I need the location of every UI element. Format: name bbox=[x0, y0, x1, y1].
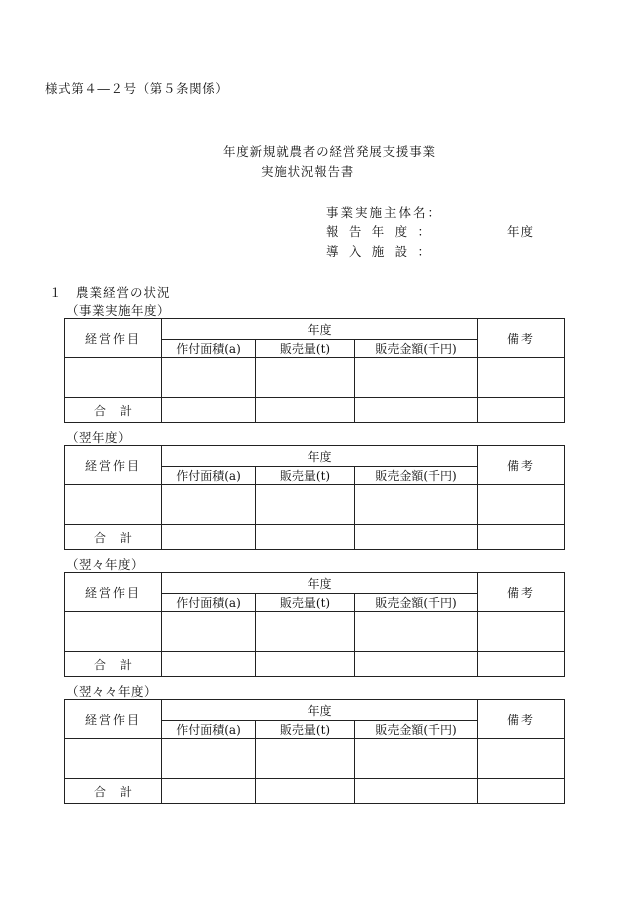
facility-char: 施 bbox=[371, 244, 385, 259]
total-amount-cell[interactable] bbox=[355, 779, 478, 804]
document-subtitle: 実施状況報告書 bbox=[261, 164, 355, 179]
header-year: 年度 bbox=[162, 446, 478, 467]
document-title: 年度新規就農者の経営発展支援事業 bbox=[223, 144, 436, 159]
total-area-cell[interactable] bbox=[162, 398, 256, 423]
total-volume-cell[interactable] bbox=[256, 398, 355, 423]
amount-cell[interactable] bbox=[355, 358, 478, 398]
total-label: 合計 bbox=[65, 779, 162, 804]
area-cell[interactable] bbox=[162, 739, 256, 779]
volume-cell[interactable] bbox=[256, 612, 355, 652]
volume-cell[interactable] bbox=[256, 739, 355, 779]
total-volume-cell[interactable] bbox=[256, 779, 355, 804]
management-table bbox=[64, 572, 565, 677]
header-year: 年度 bbox=[162, 319, 478, 340]
amount-cell[interactable] bbox=[355, 612, 478, 652]
total-remarks-cell[interactable] bbox=[478, 398, 565, 423]
facility-label bbox=[326, 242, 430, 260]
report-year-char: 報 bbox=[326, 224, 339, 239]
header-area: 作付面積(a) bbox=[162, 340, 256, 358]
remarks-cell[interactable] bbox=[478, 739, 565, 779]
header-year: 年度 bbox=[162, 573, 478, 594]
period-label: （翌年度） bbox=[66, 430, 132, 445]
facility-char: 導 bbox=[326, 244, 339, 259]
total-label: 合計 bbox=[65, 525, 162, 550]
total-volume-cell[interactable] bbox=[256, 525, 355, 550]
total-volume-cell[interactable] bbox=[256, 652, 355, 677]
total-amount-cell[interactable] bbox=[355, 398, 478, 423]
header-crop: 経営作目 bbox=[65, 319, 162, 358]
header-amount: 販売金額(千円) bbox=[355, 467, 478, 485]
area-cell[interactable] bbox=[162, 358, 256, 398]
header-crop: 経営作目 bbox=[65, 446, 162, 485]
header-amount: 販売金額(千円) bbox=[355, 340, 478, 358]
report-year-label bbox=[326, 222, 430, 240]
header-area: 作付面積(a) bbox=[162, 594, 256, 612]
facility-char: ： bbox=[417, 244, 430, 259]
crop-cell[interactable] bbox=[65, 612, 162, 652]
header-area: 作付面積(a) bbox=[162, 467, 256, 485]
header-volume: 販売量(t) bbox=[256, 340, 355, 358]
facility-char: 入 bbox=[348, 244, 362, 259]
report-year-value: 年度 bbox=[507, 224, 535, 239]
remarks-cell[interactable] bbox=[478, 612, 565, 652]
header-crop: 経営作目 bbox=[65, 700, 162, 739]
total-area-cell[interactable] bbox=[162, 652, 256, 677]
header-remarks: 備考 bbox=[478, 446, 565, 485]
management-table bbox=[64, 445, 565, 550]
header-remarks: 備考 bbox=[478, 573, 565, 612]
period-label: （事業実施年度） bbox=[66, 303, 171, 318]
header-volume: 販売量(t) bbox=[256, 467, 355, 485]
total-label: 合計 bbox=[65, 398, 162, 423]
period-label: （翌々年度） bbox=[66, 557, 145, 572]
area-cell[interactable] bbox=[162, 485, 256, 525]
amount-cell[interactable] bbox=[355, 739, 478, 779]
area-cell[interactable] bbox=[162, 612, 256, 652]
crop-cell[interactable] bbox=[65, 485, 162, 525]
entity-label: 事業実施主体名： bbox=[326, 205, 443, 220]
header-crop: 経営作目 bbox=[65, 573, 162, 612]
total-amount-cell[interactable] bbox=[355, 652, 478, 677]
header-amount: 販売金額(千円) bbox=[355, 594, 478, 612]
report-year-char: 年 bbox=[371, 224, 385, 239]
header-area: 作付面積(a) bbox=[162, 721, 256, 739]
report-year-char: ： bbox=[417, 224, 430, 239]
total-label: 合計 bbox=[65, 652, 162, 677]
total-amount-cell[interactable] bbox=[355, 525, 478, 550]
crop-cell[interactable] bbox=[65, 739, 162, 779]
header-remarks: 備考 bbox=[478, 319, 565, 358]
period-label: （翌々々年度） bbox=[66, 684, 158, 699]
form-number: 様式第４―２号（第５条関係） bbox=[45, 81, 229, 96]
management-table bbox=[64, 318, 565, 423]
header-volume: 販売量(t) bbox=[256, 594, 355, 612]
report-year-char: 告 bbox=[348, 224, 362, 239]
header-volume: 販売量(t) bbox=[256, 721, 355, 739]
total-remarks-cell[interactable] bbox=[478, 525, 565, 550]
section-heading: １ 農業経営の状況 bbox=[49, 285, 171, 300]
header-year: 年度 bbox=[162, 700, 478, 721]
facility-char: 設 bbox=[394, 244, 408, 259]
report-year-char: 度 bbox=[394, 224, 408, 239]
volume-cell[interactable] bbox=[256, 358, 355, 398]
remarks-cell[interactable] bbox=[478, 358, 565, 398]
amount-cell[interactable] bbox=[355, 485, 478, 525]
crop-cell[interactable] bbox=[65, 358, 162, 398]
total-remarks-cell[interactable] bbox=[478, 652, 565, 677]
header-remarks: 備考 bbox=[478, 700, 565, 739]
management-table bbox=[64, 699, 565, 804]
total-area-cell[interactable] bbox=[162, 779, 256, 804]
header-amount: 販売金額(千円) bbox=[355, 721, 478, 739]
volume-cell[interactable] bbox=[256, 485, 355, 525]
remarks-cell[interactable] bbox=[478, 485, 565, 525]
total-remarks-cell[interactable] bbox=[478, 779, 565, 804]
total-area-cell[interactable] bbox=[162, 525, 256, 550]
